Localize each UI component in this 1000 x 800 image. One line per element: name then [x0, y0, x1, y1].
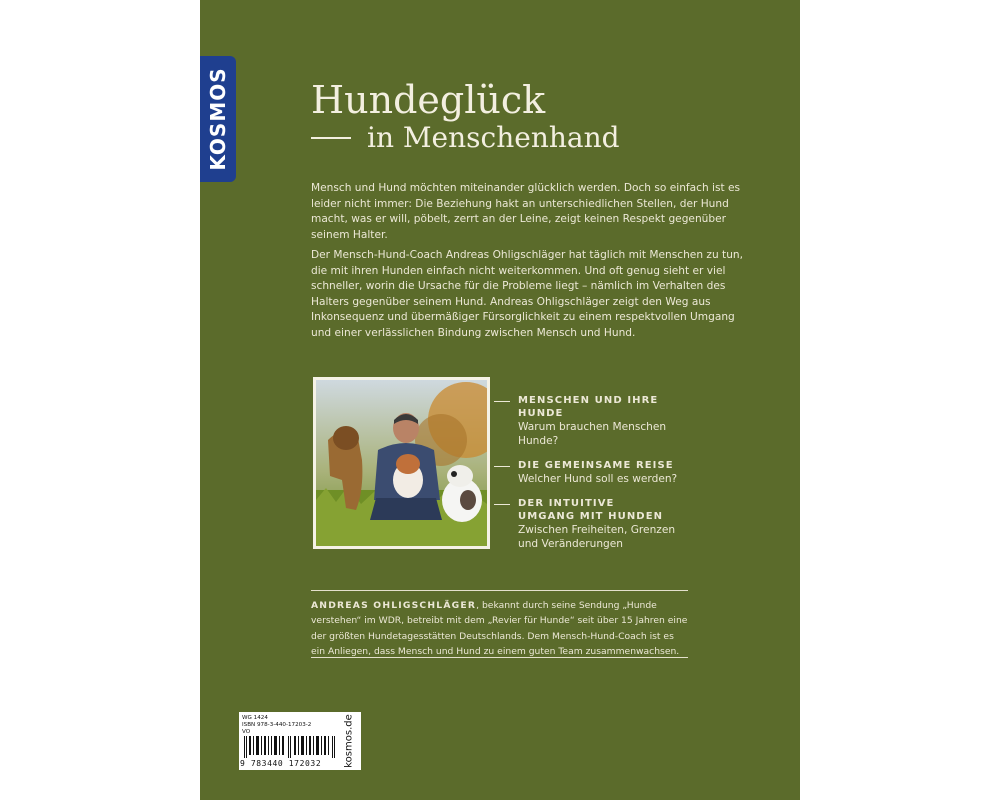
author-name: ANDREAS OHLIGSCHLÄGER: [311, 600, 477, 611]
barcode-panel: [239, 712, 361, 770]
barcode-website: kosmos.de: [343, 714, 355, 768]
barcode-isbn: ISBN 978-3-440-17203-2: [242, 722, 312, 729]
feature-text: Warum brauchen Menschen Hunde?: [518, 421, 667, 447]
barcode-digits: 9 783440 172032: [240, 759, 322, 768]
photo-illustration: [316, 380, 487, 546]
author-with-dogs-photo: [313, 377, 490, 549]
feature-heading: DER INTUITIVE UMGANG MIT HUNDEN: [518, 498, 664, 522]
title-line-2: [311, 118, 620, 158]
feature-text: Welcher Hund soll es werden?: [518, 473, 678, 485]
title-line-1: Hundeglück: [311, 78, 546, 122]
publisher-logo: [200, 56, 236, 182]
feature-heading: MENSCHEN UND IHRE HUNDE: [518, 395, 659, 419]
book-back-cover: [200, 0, 800, 800]
barcode-code: VO: [242, 729, 251, 736]
feature-item: [494, 497, 694, 551]
feature-list: [494, 394, 694, 562]
feature-heading: DIE GEMEINSAME REISE: [518, 460, 674, 471]
title-line-2-text: in Menschenhand: [367, 121, 620, 154]
publisher-logo-text: KOSMOS: [206, 67, 230, 171]
author-rule-bottom: [311, 657, 688, 658]
author-bio-text: , bekannt durch seine Sendung „Hunde verstehen“ im WDR, betreibt mit dem „Revier für Hunde“ seit über 15 Jahren eine der größten Hundetagesstätten Deutschlands. Dem Mensch-Hund-Coach ist es ein Anliegen, dass Mensch und Hund zu einem guten Team zusammenwachsen.: [311, 600, 688, 658]
feature-item: [494, 394, 694, 448]
intro-paragraph-2: Der Mensch-Hund-Coach Andreas Ohligschläger hat täglich mit Menschen zu tun, die mit ihren Hunden einfach nicht weiterkommen. Und oft genug sieht er viel schneller, worin die Ursache für die Probleme liegt – nämlich im Verhalten des Halters gegenüber seinem Hund. Andreas Ohligschläger zeigt den Weg aus Inkonsequenz und übermäßiger Fürsorglichkeit zu einem respektvollen Umgang und einer verlässlichen Bindung zwischen Mensch und Hund.: [311, 249, 743, 339]
feature-item: [494, 459, 694, 486]
barcode-bars: [242, 736, 342, 758]
feature-text: Zwischen Freiheiten, Grenzen und Veränderungen: [518, 524, 676, 550]
feature-dash: [494, 466, 510, 467]
barcode-info: [242, 715, 311, 737]
intro-paragraph-1: Mensch und Hund möchten miteinander glücklich werden. Doch so einfach ist es leider nicht immer: Die Beziehung hakt an unterschiedlichen Stellen, der Hund macht, was er will, pöbelt, zerrt an der Leine, zeigt keinen Respekt gegenüber seinem Halter.: [311, 182, 741, 241]
author-rule-top: [311, 590, 688, 591]
author-bio: [311, 598, 688, 660]
feature-dash: [494, 401, 510, 402]
barcode-wg: WG 1424: [242, 715, 268, 721]
feature-dash: [494, 504, 510, 505]
title-dash: [311, 137, 351, 139]
